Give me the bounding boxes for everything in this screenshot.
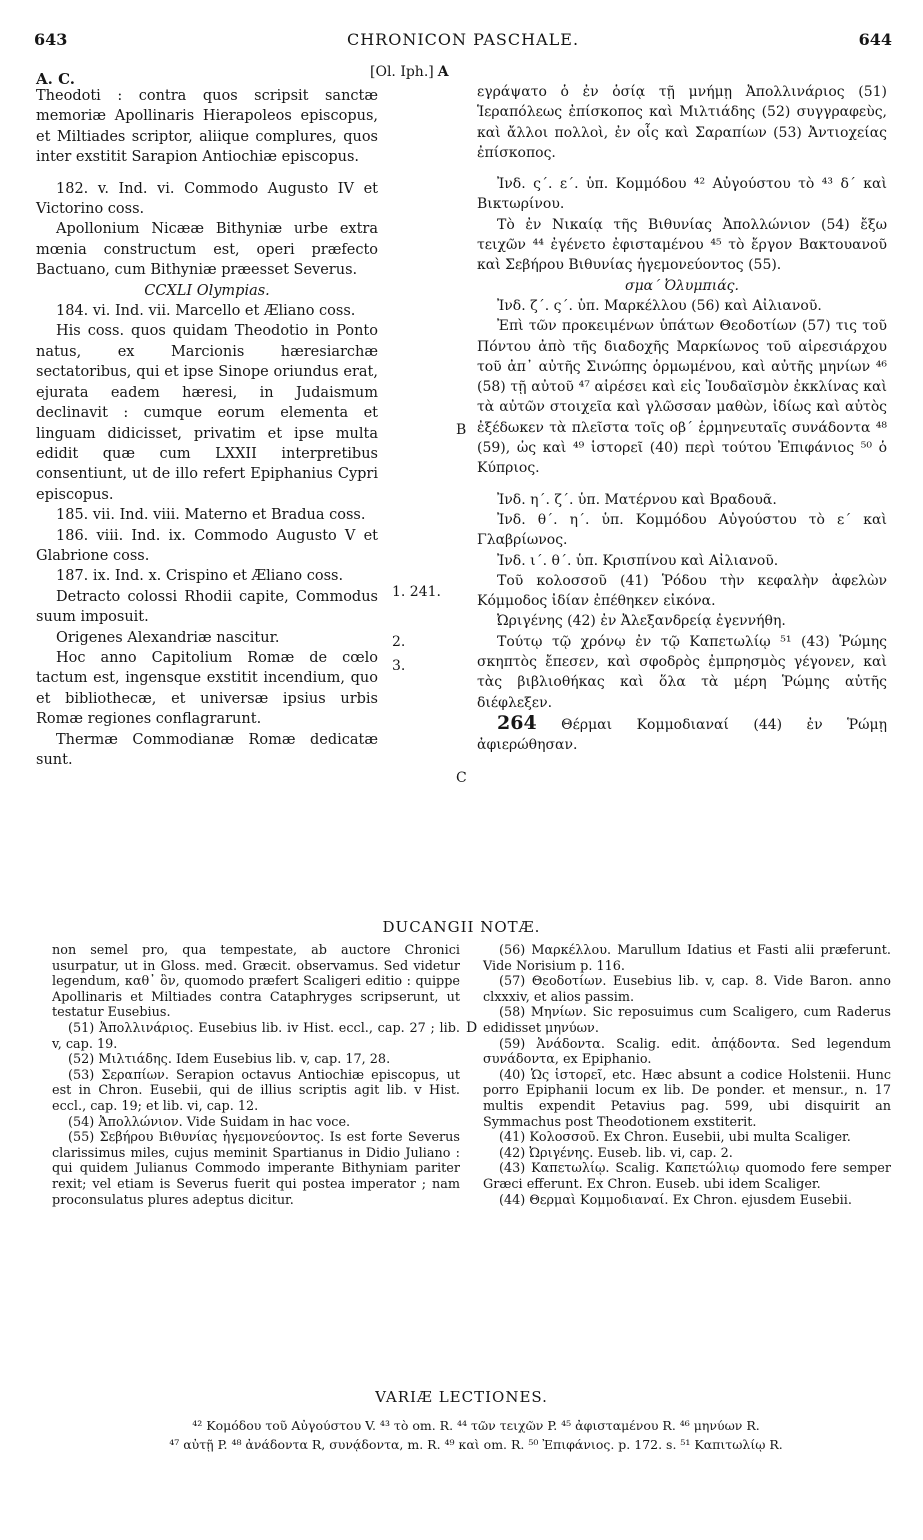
olympiad-label	[370, 64, 449, 80]
greek-last-text: Θέρμαι Κομμοδιαναί (44) ἐν Ῥώμῃ ἀφιερώθησαν.	[477, 716, 887, 754]
latin-column	[36, 86, 378, 770]
page-number-right: 644	[858, 30, 892, 49]
greek-para: Τὸ ἐν Νικαίᾳ τῆς Βιθυνίας Ἀπολλώνιον (54) ἔξω τειχῶν ⁴⁴ ἐγένετο ἐφισταμένου ⁴⁵ τὸ ἔργον Βακτουανοῦ καὶ Σεβήρου Βιθυνίας ἡγεμονεύοντος (55).	[477, 216, 887, 274]
greek-para: Τοῦ κολοσσοῦ (41) Ῥόδου τὴν κεφαλὴν ἀφελὼν Κόμμοδος ἰδίαν ἐπέθηκεν εἰκόνα.	[477, 572, 887, 610]
margin-marker-c: C	[456, 770, 467, 786]
latin-olympiad-heading: CCXLI Olympias.	[144, 282, 270, 299]
latin-para: Thermæ Commodianæ Romæ dedicatæ sunt.	[36, 731, 378, 768]
margin-marker-b: B	[456, 422, 467, 438]
note-item: (43) Καπετωλίῳ. Scalig. Καπετώλιῳ quomodo fere semper Græci efferunt. Ex Chron. Euseb. ubi idem Scaliger.	[483, 1161, 891, 1192]
greek-para: Ἰνδ. θ΄. η΄. ὑπ. Κομμόδου Αὐγούστου τὸ ε΄ καὶ Γλαβρίωνος.	[477, 511, 887, 549]
latin-para: 186. viii. Ind. ix. Commodo Augusto V et Glabrione coss.	[36, 527, 378, 564]
latin-para: Origenes Alexandriæ nascitur.	[56, 629, 280, 646]
note-item: (54) Ἀπολλώνιον. Vide Suidam in hac voce.	[68, 1114, 351, 1130]
note-item: (40) Ὡς ἱστορεῖ, etc. Hæc absunt a codice Holstenii. Hunc porro Epiphanii locum ex lib. De ponder. et mensur., n. 17 multis expendit Petavius pag. 599, ubi disquirit an Symmachus post Theodotionem exstiterit.	[483, 1067, 891, 1130]
era-label: A. C.	[36, 70, 75, 88]
note-item: (42) Ὠριγένης. Euseb. lib. vi, cap. 2.	[499, 1145, 733, 1161]
variae-heading: VARIÆ LECTIONES.	[375, 1388, 548, 1406]
olympiad-text: [Ol. Iph.]	[370, 64, 434, 80]
note-item: (59) Ἀνάδοντα. Scalig. edit. ἀπᾴδοντα. Sed legendum συνάδοντα, ex Epiphanio.	[483, 1036, 891, 1068]
latin-para: Detracto colossi Rhodii capite, Commodus suum imposuit.	[36, 588, 378, 626]
greek-para: Τούτῳ τῷ χρόνῳ ἐν τῷ Καπετωλίῳ ⁵¹ (43) Ῥώμης σκηπτὸς ἔπεσεν, καὶ σφοδρὸς ἐμπρησμὸς γέγονεν, καὶ τὰς βιβλιοθήκας καὶ ὅλα τὰ μέρη Ῥώμης αὐτῆς διέφλεξεν.	[477, 633, 887, 711]
notes-left-column	[52, 943, 460, 1208]
greek-column	[477, 82, 887, 756]
column-number: 264	[497, 711, 537, 734]
greek-para-last	[477, 713, 887, 756]
notes-heading: DUCANGII NOTÆ.	[382, 918, 541, 936]
year-number-1: 1. 241.	[392, 584, 441, 600]
greek-para: Ἰνδ. ς΄. ε΄. ὑπ. Κομμόδου ⁴² Αὐγούστου τὸ ⁴³ δ΄ καὶ Βικτωρίνου.	[477, 176, 887, 213]
margin-marker-a: A	[437, 64, 449, 80]
latin-para: 185. vii. Ind. viii. Materno et Bradua coss.	[56, 507, 366, 524]
note-item: (56) Μαρκέλλου. Marullum Idatius et Fasti alii præferunt. Vide Norisium p. 116.	[483, 943, 891, 974]
greek-para: Ὠριγένης (42) ἐν Ἀλεξανδρείᾳ ἐγεννήθη.	[497, 613, 786, 630]
note-item: (58) Μηνίων. Sic reposuimus cum Scaligero, cum Raderus edidisset μηνύων.	[483, 1005, 891, 1036]
greek-olympiad-heading: σμα΄ Ὀλυμπιάς.	[625, 277, 739, 294]
greek-para: Ἰνδ. ζ΄. ς΄. ὑπ. Μαρκέλλου (56) καὶ Αἰλιανοῦ.	[497, 297, 822, 314]
note-item: (52) Μιλτιάδης. Idem Eusebius lib. v, cap. 17, 28.	[68, 1052, 391, 1068]
year-number-3: 3.	[392, 658, 406, 674]
note-item: (44) Θερμαὶ Κομμοδιαναί. Ex Chron. ejusdem Eusebii.	[499, 1192, 852, 1208]
latin-para: Theodoti : contra quos scripsit sanctæ memoriæ Apollinaris Hierapoleos episcopus, et Miltiades scriptor, aliique complures, quos inter exstitit Sarapion Antiochiæ episcopus.	[36, 88, 378, 166]
page-number-left: 643	[34, 30, 68, 49]
notes-right-column	[483, 943, 891, 1208]
latin-para: Apollonium Nicææ Bithyniæ urbe extra mœnia constructum est, operi præfecto Bactuano, cum Bithyniæ præesset Severus.	[36, 221, 378, 279]
note-item: (53) Σεραπίων. Serapion octavus Antiochiæ episcopus, ut est in Chron. Eusebii, qui de illius scriptis agit lib. v Hist. eccl., cap. 19; et lib. vi, cap. 12.	[52, 1067, 460, 1114]
note-item: (51) Ἀπολλινάριος. Eusebius lib. iv Hist. eccl., cap. 27 ; lib. v, cap. 19.	[52, 1020, 460, 1052]
latin-para: His coss. quos quidam Theodotio in Ponto natus, ex Marcionis hæresiarchæ sectatoribus, qui et ipse Sinope oriundus erat, ejurata eadem hæresi, in Judaismum declinavit : cumque eorum elementa et linguam didicisset, privatim et ipse multa edidit quæ cum LXXII interpretibus consentiunt, ut de illo refert Epiphanius Cypri episcopus.	[36, 323, 378, 503]
greek-para: εγράψατο ὁ ἐν ὁσίᾳ τῇ μνήμῃ Ἀπολλινάριος (51) Ἱεραπόλεως ἐπίσκοπος καὶ Μιλτιάδης (52) συγγραφεὺς, καὶ ἄλλοι πολλοὶ, ἐν οἷς καὶ Σαραπίων (53) Ἀντιοχείας ἐπίσκοπος.	[477, 84, 887, 161]
latin-para: Hoc anno Capitolium Romæ de cœlo tactum est, ingensque exstitit incendium, quo et bibliothecæ, et universæ ipsius urbis Romæ regiones conflagrarunt.	[36, 649, 378, 728]
note-item: (41) Κολοσσοῦ. Ex Chron. Eusebii, ubi multa Scaliger.	[499, 1130, 851, 1146]
latin-para: 182. v. Ind. vi. Commodo Augusto IV et Victorino coss.	[36, 180, 378, 218]
margin-marker-d: D	[466, 1020, 478, 1036]
latin-para: 184. vi. Ind. vii. Marcello et Æliano coss.	[56, 303, 356, 320]
greek-para: Ἰνδ. ι΄. θ΄. ὑπ. Κρισπίνου καὶ Αἰλιανοῦ.	[497, 552, 779, 569]
variae-line: ⁴⁷ αὐτῇ P. ⁴⁸ ἀνάδοντα R, συνᾴδοντα, m. R. ⁴⁹ καὶ om. R. ⁵⁰ Ἐπιφάνιος. p. 172. s. ⁵¹ Καπιτωλίῳ R.	[169, 1437, 783, 1452]
variae-line: ⁴² Κομόδου τοῦ Αὐγούστου V. ⁴³ τὸ om. R. ⁴⁴ τῶν τειχῶν P. ⁴⁵ ἀφισταμένου R. ⁴⁶ μηνύων R.	[192, 1418, 760, 1433]
year-number-2: 2.	[392, 634, 406, 650]
note-item: (57) Θεοδοτίων. Eusebius lib. v, cap. 8. Vide Baron. anno clxxxiv, et alios passim.	[483, 974, 891, 1005]
greek-para: Ἐπὶ τῶν προκειμένων ὑπάτων Θεοδοτίων (57) τις τοῦ Πόντου ἀπὸ τῆς διαδοχῆς Μαρκίωνος τοῦ αἱρεσιάρχου τοῦ ἀπ᾽ αὐτῆς Σινώπης ὁρμωμένου, καὶ αὐτῆς μηνίων ⁴⁶ (58) τῇ αὐτοῦ ⁴⁷ αἱρέσει καὶ εἰς Ἰουδαϊσμὸν ἐκκλίνας καὶ τὰ αὐτῶν στοιχεῖα καὶ γλῶσσαν μαθὼν, ἰδίως καὶ αὐτὸς ἐξέδωκεν τὰ πλεῖστα τοῖς οβ΄ ἑρμηνευταῖς συνάδοντα ⁴⁸ (59), ὡς καὶ ⁴⁹ ἱστορεῖ (40) περὶ τούτου Ἐπιφάνιος ⁵⁰ ὁ Κύπριος.	[477, 318, 887, 477]
note-item: (55) Σεβήρου Βιθυνίας ἡγεμονεύοντος. Is est forte Severus clarissimus miles, cujus meminit Spartianus in Didio Juliano : qui quidem Julianus Commodo imperante Bithyniam pariter rexit; vel etiam is Severus fuerit qui postea imperator ; nam proconsulatus plures adeptus dicitur.	[52, 1130, 460, 1208]
running-head	[34, 30, 892, 56]
latin-para: 187. ix. Ind. x. Crispino et Æliano coss.	[56, 568, 344, 585]
note-item: non semel pro, qua tempestate, ab auctore Chronici usurpatur, ut in Gloss. med. Græcit. observamus. Sed videtur legendum, καθ᾽ ὃν, quomodo præfert Scaligeri editio : quippe Apollinaris et Miltiades contra Cataphryges scripserunt, ut testatur Eusebius.	[52, 943, 460, 1021]
page-title: CHRONICON PASCHALE.	[346, 30, 580, 49]
greek-para: Ἰνδ. η΄. ζ΄. ὑπ. Ματέρνου καὶ Βραδουᾶ.	[497, 491, 777, 508]
